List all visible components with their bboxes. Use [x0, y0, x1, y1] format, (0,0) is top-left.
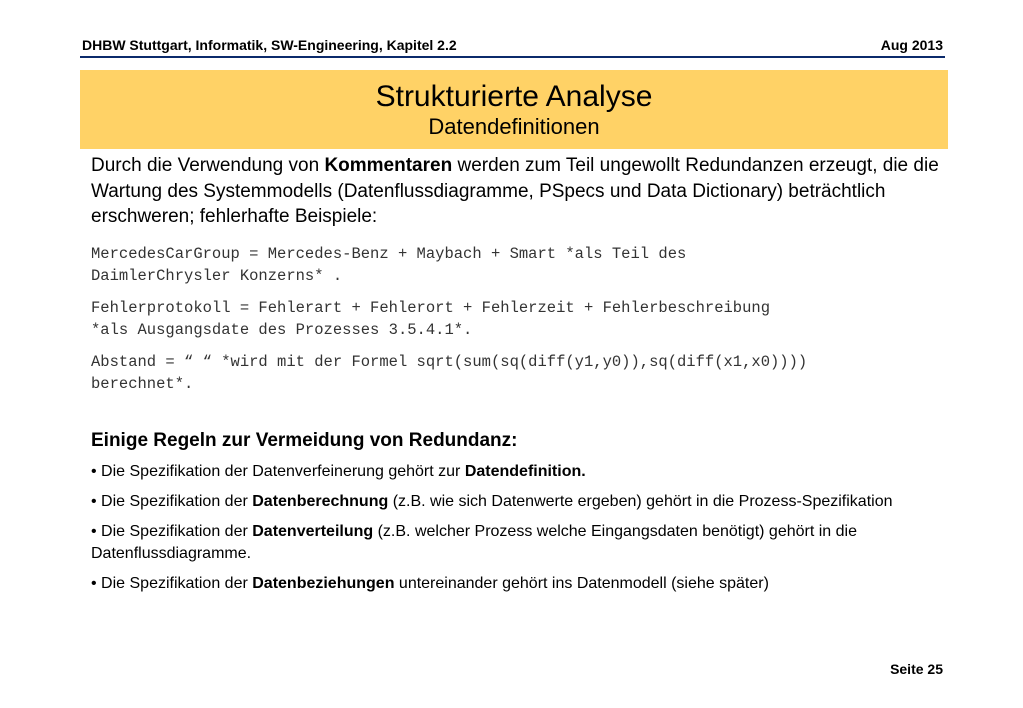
- slide-subtitle: Datendefinitionen: [428, 114, 600, 139]
- rule-item: [91, 491, 941, 513]
- intro-text-bold: Kommentaren: [324, 155, 453, 176]
- rule-text: • Die Spezifikation der: [91, 492, 253, 510]
- intro-text-before: Durch die Verwendung von: [91, 155, 325, 176]
- rule-keyword: Datenverteilung: [252, 522, 374, 540]
- rule-keyword: Datenberechnung: [252, 492, 389, 510]
- intro-text-after: werden zum Teil ungewollt Redundanzen erzeugt, die die Wartung des Systemmodells (Datenflussdiagramme, PSpecs und Data Dictionary) beträchtlich erschweren; fehlerhafte Beispiele:: [91, 155, 939, 227]
- rule-item: [91, 461, 941, 483]
- page-number: Seite 25: [890, 661, 943, 677]
- rule-text: (z.B. wie sich Datenwerte ergeben) gehört in die Prozess-Spezifikation: [388, 492, 893, 510]
- rule-keyword: Datenbeziehungen: [252, 574, 395, 592]
- example-code: Abstand = “ “ *wird mit der Formel sqrt(sum(sq(diff(y1,y0)),sq(diff(x1,x0)))) berechnet*.: [91, 352, 808, 393]
- rule-item: [91, 573, 941, 595]
- slide-title: Strukturierte Analyse: [375, 80, 653, 113]
- rules-heading: Einige Regeln zur Vermeidung von Redundanz:: [91, 429, 518, 451]
- header-divider: [80, 56, 945, 58]
- rule-text: • Die Spezifikation der: [91, 522, 253, 540]
- intro-paragraph: [91, 153, 941, 230]
- header-date: Aug 2013: [880, 37, 943, 53]
- rule-text: untereinander gehört ins Datenmodell (siehe später): [394, 574, 769, 592]
- rule-item: [91, 521, 941, 565]
- example-code: MercedesCarGroup = Mercedes-Benz + Maybach + Smart *als Teil des DaimlerChrysler Konzerns* .: [91, 244, 687, 285]
- rule-text: (z.B. welcher Prozess welche Eingangsdaten benötigt) gehört in die Datenflussdiagramme.: [91, 522, 857, 562]
- header-course-title: DHBW Stuttgart, Informatik, SW-Engineering, Kapitel 2.2: [82, 37, 457, 53]
- example-code: Fehlerprotokoll = Fehlerart + Fehlerort + Fehlerzeit + Fehlerbeschreibung *als Ausgangsdate des Prozesses 3.5.4.1*.: [91, 298, 771, 339]
- rule-text: • Die Spezifikation der: [91, 574, 253, 592]
- slide-content: [91, 153, 941, 595]
- rule-keyword: Datendefinition.: [464, 462, 586, 480]
- title-banner: [80, 70, 948, 149]
- rule-text: • Die Spezifikation der Datenverfeinerung gehört zur: [91, 462, 465, 480]
